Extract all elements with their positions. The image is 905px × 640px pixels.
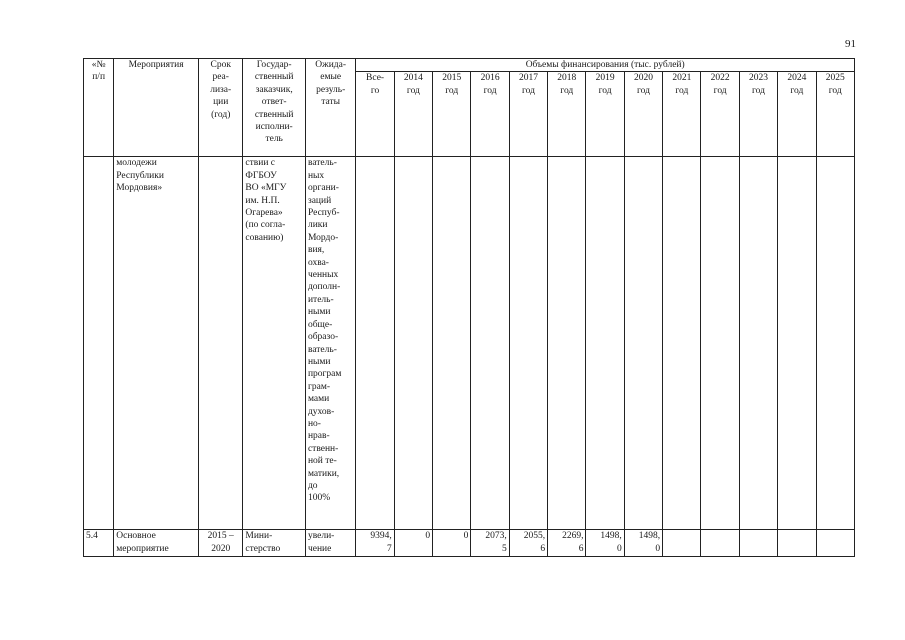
cell-value	[778, 530, 816, 557]
cell-value	[356, 157, 394, 530]
header-num: «№ п/п	[84, 59, 114, 157]
header-year: 2019 год	[586, 72, 624, 157]
cell-value	[663, 157, 701, 530]
cell-value	[433, 157, 471, 530]
header-year: 2018 год	[548, 72, 586, 157]
cell-value	[701, 157, 739, 530]
cell-value	[701, 530, 739, 557]
cell-value	[663, 530, 701, 557]
cell-value	[816, 157, 854, 530]
cell-value	[394, 157, 432, 530]
cell-value: 2269, 6	[548, 530, 586, 557]
header-row	[84, 59, 855, 72]
cell-customer: Мини- стерство	[243, 530, 306, 557]
cell-value	[778, 157, 816, 530]
cell-total: 9394, 7	[356, 530, 394, 557]
cell-term: 2015 – 2020	[199, 530, 243, 557]
header-year: 2024 год	[778, 72, 816, 157]
cell-value	[586, 157, 624, 530]
header-total: Все- го	[356, 72, 394, 157]
cell-customer: ствии с ФГБОУ ВО «МГУ им. Н.П. Огарева» (по согла- сованию)	[243, 157, 306, 530]
cell-activities: молодежи Республики Мордовия»	[114, 157, 199, 530]
header-year: 2023 год	[739, 72, 777, 157]
cell-value: 2055, 6	[509, 530, 547, 557]
header-customer: Государ- ственный заказчик, ответ- ственный исполни- тель	[243, 59, 306, 157]
cell-value	[548, 157, 586, 530]
table-row	[84, 530, 855, 557]
header-year: 2014 год	[394, 72, 432, 157]
header-term: Срок реа- лиза- ции (год)	[199, 59, 243, 157]
cell-value	[739, 530, 777, 557]
header-expected: Ожида- емые резуль- таты	[305, 59, 355, 157]
page-number: 91	[845, 38, 856, 50]
header-financing: Объемы финансирования (тыс. рублей)	[356, 59, 855, 72]
cell-value: 2073, 5	[471, 530, 509, 557]
header-year: 2015 год	[433, 72, 471, 157]
cell-value: 0	[394, 530, 432, 557]
cell-expected: ватель- ных органи- заций Респуб- лики Мордо- вия, охва- ченных дополн- итель- ными обще- образо- ватель- ными програм грам- мами духов- но- нрав- ственн- ной те- матики, до 100%	[305, 157, 355, 530]
header-year: 2025 год	[816, 72, 854, 157]
header-year: 2017 год	[509, 72, 547, 157]
header-year: 2016 год	[471, 72, 509, 157]
cell-value	[509, 157, 547, 530]
header-activities: Мероприятия	[114, 59, 199, 157]
cell-value: 0	[433, 530, 471, 557]
cell-value: 1498, 0	[624, 530, 662, 557]
cell-value	[739, 157, 777, 530]
cell-value	[816, 530, 854, 557]
cell-term	[199, 157, 243, 530]
financing-table	[83, 58, 855, 557]
cell-value: 1498, 0	[586, 530, 624, 557]
header-year: 2021 год	[663, 72, 701, 157]
cell-value	[471, 157, 509, 530]
table-row	[84, 157, 855, 530]
cell-activities: Основное мероприятие	[114, 530, 199, 557]
header-year: 2022 год	[701, 72, 739, 157]
cell-value	[624, 157, 662, 530]
header-year: 2020 год	[624, 72, 662, 157]
cell-expected: увели- чение	[305, 530, 355, 557]
cell-num: 5.4	[84, 530, 114, 557]
cell-num	[84, 157, 114, 530]
